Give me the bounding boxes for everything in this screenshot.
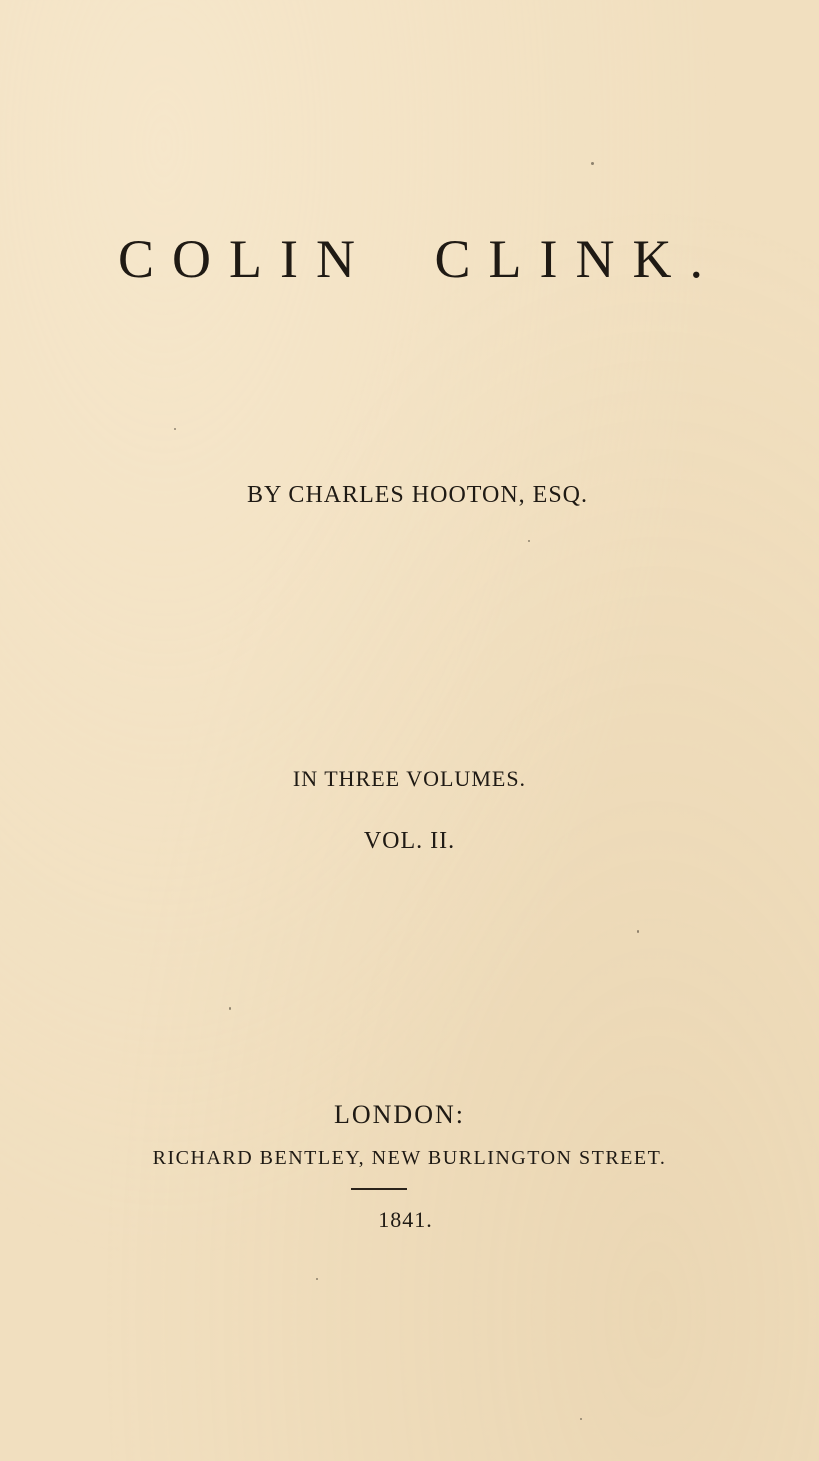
paper-speck [591, 162, 594, 165]
paper-speck [174, 428, 176, 430]
book-title: COLIN CLINK. [118, 229, 721, 289]
publisher-line: RICHARD BENTLEY, NEW BURLINGTON STREET. [152, 1147, 667, 1169]
publication-city: LONDON: [334, 1100, 465, 1129]
paper-speck [580, 1418, 582, 1420]
divider-rule [351, 1188, 407, 1190]
paper-speck [637, 930, 639, 933]
paper-speck [229, 1007, 231, 1010]
volumes-line: IN THREE VOLUMES. [292, 766, 527, 791]
paper-speck [528, 540, 530, 542]
paper-speck [316, 1278, 318, 1280]
author-line: BY CHARLES HOOTON, ESQ. [246, 482, 589, 508]
volume-number: VOL. II. [363, 828, 456, 854]
publication-year: 1841. [378, 1207, 433, 1232]
